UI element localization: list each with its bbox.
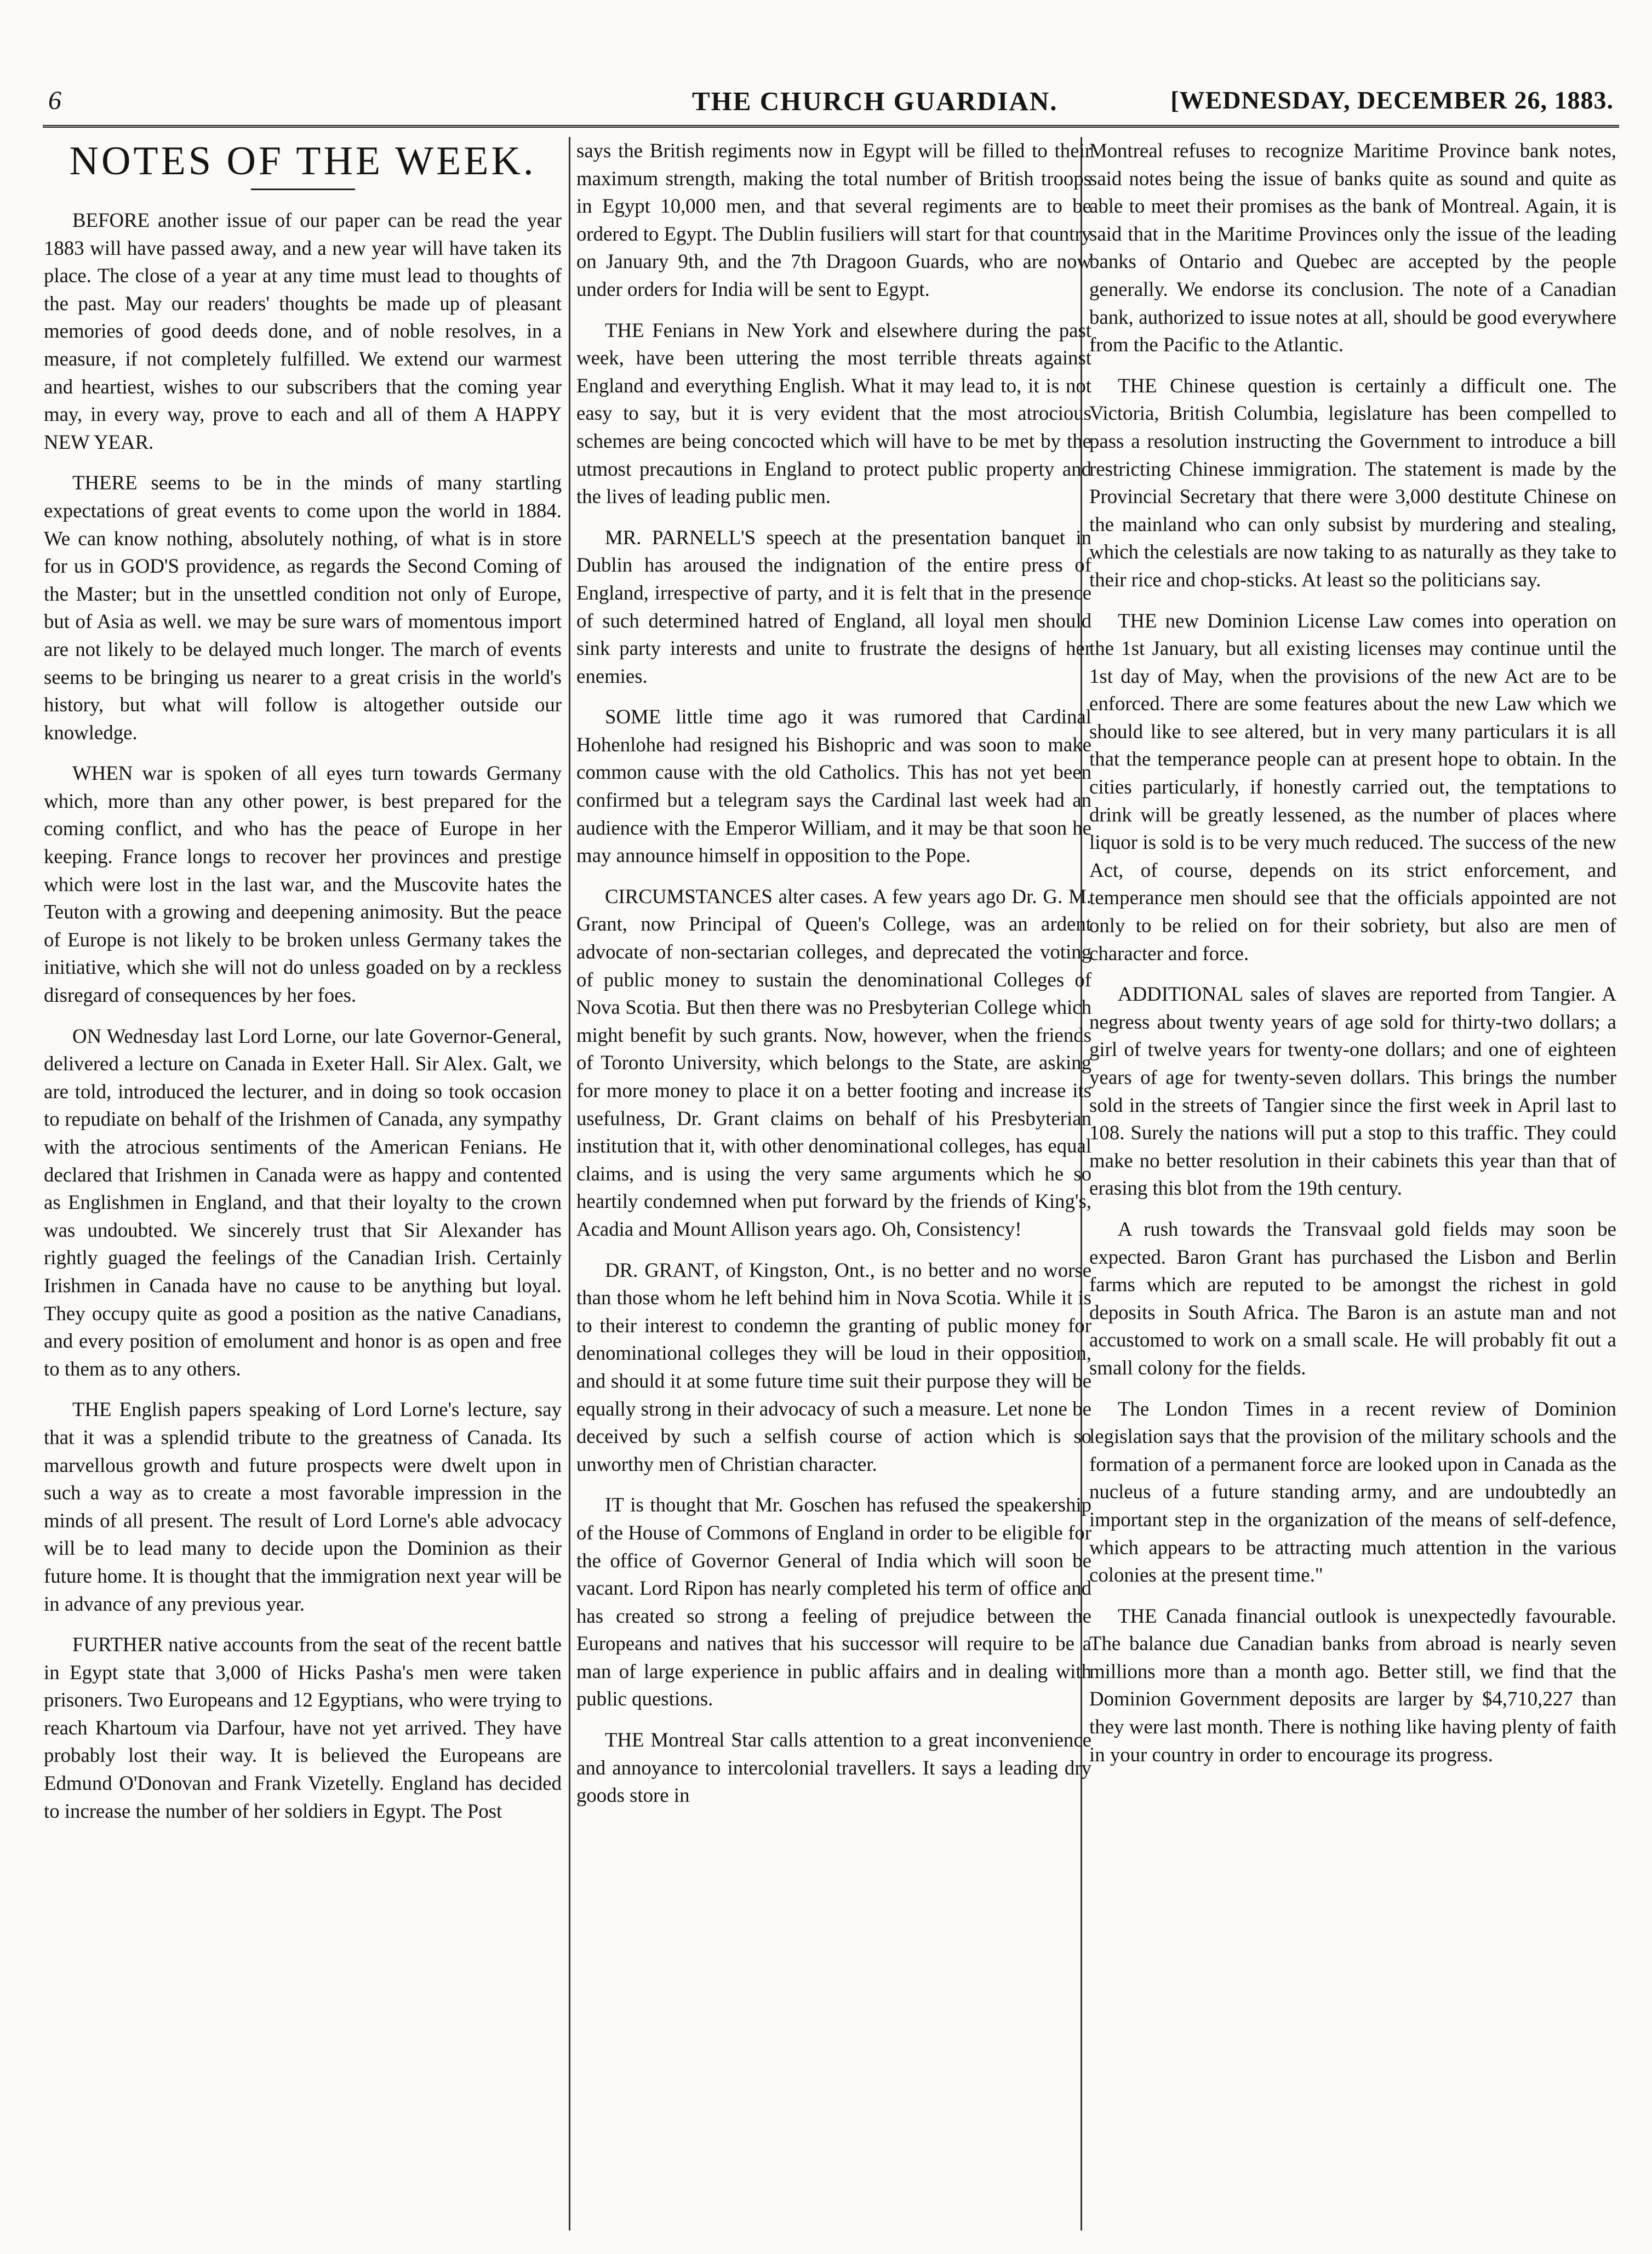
paragraph-text: Chinese question is certainly a difficult one. The Victoria, British Columbia, legislature has been compelled to pass a resolution instructing the Government to introduce a bill restricting Chinese immigration. The statement is made by the Provincial Secretary that there were 3,000 destitute Chinese on the mainland who can only subsist by murdering and stealing, which the celestials are now taking to as naturally as they take to their rice and chop-sticks. At least so the politicians say. xyxy=(1089,374,1616,591)
article-paragraph xyxy=(1089,1395,1616,1589)
column-3 xyxy=(1089,137,1616,2230)
paragraph-text: says the British regiments now in Egypt will be filled to their maximum strength, making the total number of British troops in Egypt 10,000 men, and that several regiments are to be ordered to Egypt. The Dublin fusiliers will start for that country on January 9th, and the 7th Dragoon Guards, who are now under orders for India will be sent to Egypt. xyxy=(576,139,1091,300)
article-paragraph xyxy=(44,1396,562,1618)
paragraph-lead: THE xyxy=(72,1398,112,1421)
issue-date: [WEDNESDAY, DECEMBER 26, 1883. xyxy=(1170,86,1614,114)
paragraph-lead: FURTHER xyxy=(72,1633,163,1656)
column-3-paragraphs xyxy=(1089,137,1616,1768)
masthead xyxy=(43,82,1619,128)
paragraph-text: Canada financial outlook is unexpectedly favourable. The balance due Canadian banks from abroad is nearly seven millions more than a month ago. Better still, we find that the Dominion Government deposits are larger by $4,710,227 than they were last month. There is nothing like having plenty of faith in your country in order to encourage its progress. xyxy=(1089,1604,1616,1766)
column-rule-1 xyxy=(569,137,570,2230)
paragraph-text: English papers speaking of Lord Lorne's lecture, say that it was a splendid tribute to the greatness of Canada. Its marvellous growth and future prospects were dwelt upon in such a way as to create a most favorable impression in the minds of all present. The result of Lord Lorne's able advocacy will be to lead many to decide upon the Dominion as their future home. It is thought that the immigration next year will be in advance of any previous year. xyxy=(44,1398,562,1615)
article-paragraph xyxy=(1089,980,1616,1202)
column-1 xyxy=(44,137,562,2230)
paragraph-lead: THERE xyxy=(72,471,138,494)
article-paragraph xyxy=(576,1726,1091,1810)
paragraph-lead: IT xyxy=(605,1493,624,1516)
page-number: 6 xyxy=(48,86,61,115)
paragraph-text: new Dominion License Law comes into operation on the 1st January, but all existing licenses may continue until the 1st day of May, when the provisions of the new Act are to be enforced. There are some features about the new Law which we should like to see altered, but in very many particulars it is all that the temperance people can at present hope to obtain. In the cities particularly, if honestly carried out, the temptations to drink will be greatly lessened, as the number of places where liquor is sold is to be very much reduced. The success of the new Act, of course, depends on its strict enforcement, and temperance men should see that the officials appointed are not only to be relied on for their sobriety, but also are men of character and force. xyxy=(1089,609,1616,965)
paragraph-lead: SOME xyxy=(605,705,661,728)
article-paragraph xyxy=(44,469,562,746)
article-paragraph xyxy=(44,1023,562,1383)
paragraph-text: Montreal Star calls attention to a great inconvenience and annoyance to intercolonial travellers. It says a leading dry goods store in xyxy=(576,1728,1091,1807)
paragraph-lead: ADDITIONAL xyxy=(1118,983,1243,1006)
newspaper-title: THE CHURCH GUARDIAN. xyxy=(692,86,1058,116)
paragraph-lead: WHEN xyxy=(72,762,133,785)
column-2 xyxy=(576,137,1091,2230)
paragraph-text: another issue of our paper can be read the year 1883 will have passed away, and a new year will have taken its place. The close of a year at any time must lead to thoughts of the past. May our readers' thoughts be made up of pleasant memories of good deeds done, and of noble resolves, in a measure, if not completely fulfilled. We extend our warmest and heartiest, wishes to our subscribers that the coming year may, in every way, prove to each and all of them A HAPPY NEW YEAR. xyxy=(44,209,562,453)
paragraph-text: Montreal refuses to recognize Maritime Province bank notes, said notes being the issue of banks quite as sound and quite as able to meet their promises as the bank of Montreal. Again, it is said that in the Maritime Provinces only the issue of the leading banks of Ontario and Quebec are accepted by the people generally. We endorse its conclusion. The note of a Canadian bank, authorized to issue notes at all, should be good everywhere from the Pacific to the Atlantic. xyxy=(1089,139,1616,356)
paragraph-lead: CIRCUMSTANCES xyxy=(605,885,773,908)
paragraph-lead: THE xyxy=(1118,374,1157,397)
article-paragraph xyxy=(1089,372,1616,594)
paragraph-text: war is spoken of all eyes turn towards Germany which, more than any other power, is best prepared for the coming conflict, and who has the peace of Europe in her keeping. France longs to recover her provinces and prestige which were lost in the last war, and the Muscovite hates the Teuton with a growing and deepening animosity. But the peace of Europe is not likely to be broken unless Germany takes the initiative, which she will not do unless goaded on by a reckless disregard of consequences by her foes. xyxy=(44,762,562,1007)
paragraph-text: The London Times in a recent review of Dominion legislation says that the provision of the military schools and the formation of a permanent force are looked upon in Canada as the nucleus of a future standing army, and are undoubtedly an important step in the organization of the means of self-defence, which appears to be attracting much attention in the various colonies at the present time." xyxy=(1089,1397,1616,1587)
article-paragraph xyxy=(576,703,1091,870)
title-divider xyxy=(251,189,355,190)
paragraph-text: , of Kingston, Ont., is no better and no worse than those whom he left behind him in Nova Scotia. While it is to their interest to condemn the granting of public money for denominational colleges they will be loud in their opposition, and should it at some future time suit their purpose they will be equally strong in their advocacy of such a measure. Let none be deceived by such a selfish course of action which is so unworthy men of Christian character. xyxy=(576,1258,1091,1475)
article-paragraph xyxy=(1089,607,1616,968)
paragraph-lead: ON xyxy=(72,1024,102,1047)
paragraph-lead: THE xyxy=(605,318,644,341)
paragraph-text: A rush towards the Transvaal gold fields may soon be expected. Baron Grant has purchased the Lisbon and Berlin farms which are reputed to be amongst the richest in gold deposits in South Africa. The Baron is an astute man and not accustomed to work on a small scale. He will probably fit out a small colony for the fields. xyxy=(1089,1217,1616,1379)
paragraph-lead: THE xyxy=(605,1728,644,1751)
paragraph-text: speech at the presentation banquet in Dublin has aroused the indignation of the entire press of England, irrespective of party, and it is felt that in the presence of such determined hatred of England, all loyal men should sink party interests and unite to frustrate the designs of her enemies. xyxy=(576,526,1091,687)
paragraph-lead: DR. GRANT xyxy=(605,1258,714,1281)
article-paragraph xyxy=(44,1631,562,1825)
article-paragraph xyxy=(576,524,1091,691)
paragraph-text: is thought that Mr. Goschen has refused the speakership of the House of Commons of England in order to be eligible for the office of Governor General of India which will soon be vacant. Lord Ripon has nearly completed his term of office and has created so strong a feeling of prejudice between the Europeans and natives that his successor will require to be a man of large experience in public affairs and in dealing with public questions. xyxy=(576,1493,1091,1710)
article-paragraph xyxy=(44,760,562,1009)
article-paragraph xyxy=(576,1257,1091,1479)
paragraph-lead: MR. PARNELL'S xyxy=(605,526,756,549)
paragraph-text: little time ago it was rumored that Cardinal Hohenlohe had resigned his Bishopric and was soon to make common cause with the old Catholics. This has not yet been confirmed but a telegram says the Cardinal last week had an audience with the Emperor William, and it may be that soon he may announce himself in opposition to the Pope. xyxy=(576,705,1091,867)
article-paragraph xyxy=(1089,137,1616,359)
paragraph-lead: THE xyxy=(1118,1604,1157,1627)
article-paragraph xyxy=(576,1491,1091,1713)
paragraph-text: sales of slaves are reported from Tangier. A negress about twenty years of age sold for thirty-two dollars; a girl of twelve years for twenty-one dollars; and one of eighteen years of age for twenty-seven dollars. This brings the number sold in the streets of Tangier since the first week in April last to 108. Surely the nations will put a stop to this traffic. They could make no better resolution in their cabinets this year than that of erasing this blot from the 19th century. xyxy=(1089,983,1616,1200)
section-title: NOTES OF THE WEEK. xyxy=(69,139,536,184)
paragraph-text: Fenians in New York and elsewhere during the past week, have been uttering the most terrible threats against England and everything English. What it may lead to, it is not easy to say, but it is very evident that the most atrocious schemes are being concocted which will have to be met by the utmost precautions in England to protect public property and the lives of leading public men. xyxy=(576,318,1091,508)
article-paragraph xyxy=(1089,1602,1616,1769)
article-paragraph xyxy=(1089,1216,1616,1382)
paragraph-text: alter cases. A few years ago Dr. G. M. Grant, now Principal of Queen's College, was an ardent advocate of non-sectarian colleges, and deprecated the voting of public money to sustain the denominational Colleges of Nova Scotia. But then there was no Presbyterian College which might benefit by such grants. Now, however, when the friends of Toronto University, which belongs to the State, are asking for more money to place it on a better footing and increase its usefulness, Dr. Grant claims on behalf of his Presbyterian institution that it, with other denominational colleges, has equal claims, and is using the very same arguments which he so heartily condemned when put forward by the friends of King's, Acadia and Mount Allison years ago. Oh, Consistency! xyxy=(576,885,1091,1240)
paragraph-text: Wednesday last Lord Lorne, our late Governor-General, delivered a lecture on Canada in Exeter Hall. Sir Alex. Galt, we are told, introduced the lecturer, and in doing so took occasion to repudiate on behalf of the Irishmen of Canada, any sympathy with the atrocious sentiments of the American Fenians. He declared that Irishmen in Canada were as happy and contented as Englishmen in England, and that their loyalty to the crown was undoubted. We sincerely trust that Sir Alexander has rightly guaged the feelings of the Canadian Irish. Certainly Irishmen in Canada have no cause to be anything but loyal. They occupy quite as good a position as the native Canadians, and every position of emolument and honor is as open and free to them as to any others. xyxy=(44,1024,562,1380)
paragraph-text: native accounts from the seat of the recent battle in Egypt state that 3,000 of Hicks Pasha's men were taken prisoners. Two Europeans and 12 Egyptians, who were trying to reach Khartoum via Darfour, have not yet arrived. They have probably lost their way. It is believed the Europeans are Edmund O'Donovan and Frank Vizetelly. England has decided to increase the number of her soldiers in Egypt. The Post xyxy=(44,1633,562,1822)
column-1-paragraphs xyxy=(44,207,562,1825)
article-paragraph xyxy=(576,137,1091,304)
article-paragraph xyxy=(576,317,1091,511)
paragraph-lead: BEFORE xyxy=(72,209,150,231)
column-2-paragraphs xyxy=(576,137,1091,1810)
article-paragraph xyxy=(44,207,562,456)
paragraph-text: seems to be in the minds of many startling expectations of great events to come upon the world in 1884. We can know nothing, absolutely nothing, of what is in store for us in GOD'S providence, as regards the Second Coming of the Master; but in the unsettled condition not only of Europe, but of Asia as well. we may be sure wars of momentous import are not likely to be delayed much longer. The march of events seems to be bringing us nearer to a great crisis in the world's history, but what will follow is altogether outside our knowledge. xyxy=(44,471,562,744)
article-paragraph xyxy=(576,883,1091,1243)
paragraph-lead: THE xyxy=(1118,609,1157,632)
